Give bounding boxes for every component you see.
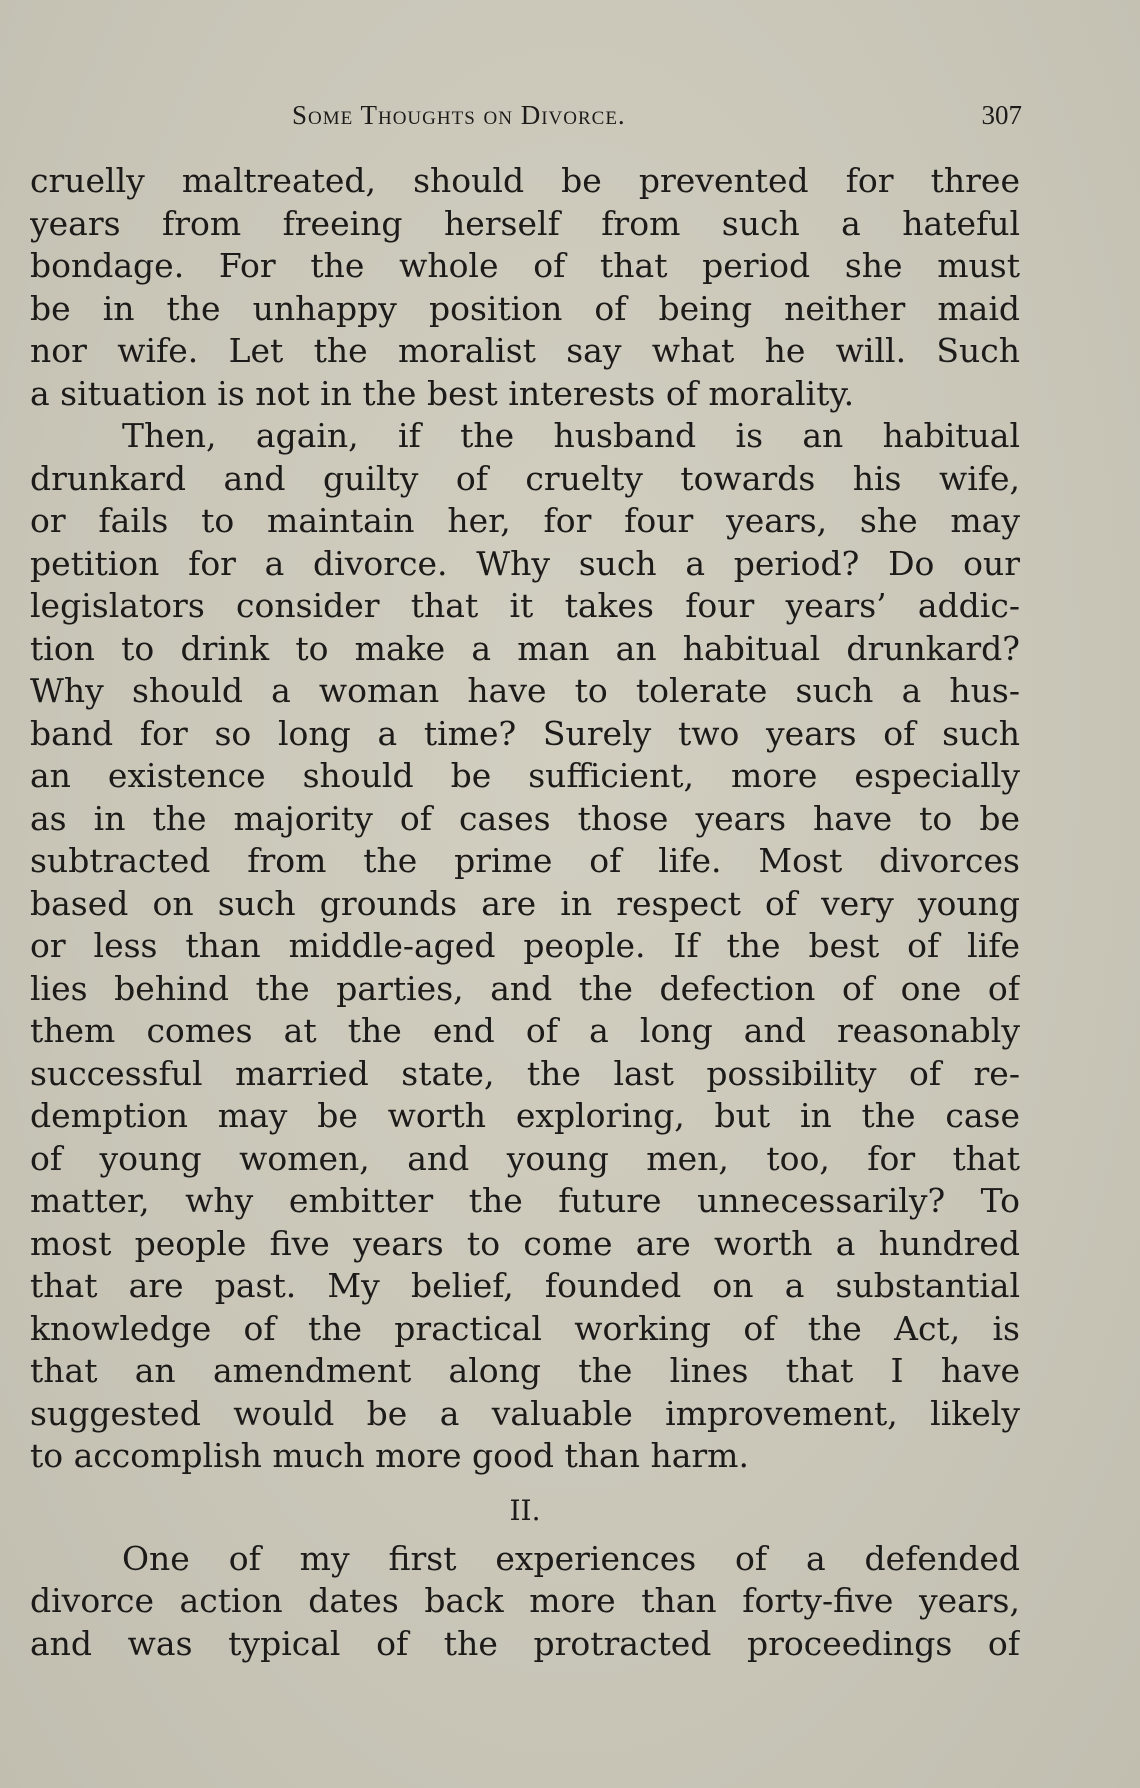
text-line: a situation is not in the best interests of morality. <box>30 373 855 413</box>
section-heading: II. <box>509 1493 541 1527</box>
paragraph-3 <box>30 1538 1020 1666</box>
text-line: legislators consider that it takes four years’ addic- <box>30 586 1020 625</box>
paragraph-1 <box>30 160 1020 415</box>
text-line: an existence should be sufficient, more especially <box>30 756 1020 795</box>
text-line: years from freeing herself from such a hateful <box>30 203 1020 243</box>
text-line: knowledge of the practical working of the Act, is <box>30 1308 1020 1348</box>
text-line: lies behind the parties, and the defection of one of <box>30 968 1020 1008</box>
text-line: subtracted from the prime of life. Most divorces <box>30 841 1020 880</box>
text-line: as in the majority of cases those years have to be <box>30 798 1020 838</box>
text-line: drunkard and guilty of cruelty towards his wife, <box>30 458 1020 498</box>
text-line: of young women, and young men, too, for that <box>30 1138 1020 1178</box>
text-line: or less than middle-aged people. If the best of life <box>30 926 1020 965</box>
text-line: Why should a woman have to tolerate such a hus- <box>30 671 1020 710</box>
text-line: bondage. For the whole of that period she must <box>30 246 1020 285</box>
text-line: petition for a divorce. Why such a period? Do our <box>30 543 1020 583</box>
text-line: cruelly maltreated, should be prevented for three <box>30 161 1020 200</box>
text-line: most people five years to come are worth a hundred <box>30 1223 1020 1263</box>
text-line: divorce action dates back more than forty-five years, <box>30 1581 1020 1620</box>
text-line: suggested would be a valuable improvement, likely <box>30 1393 1020 1433</box>
text-line: and was typical of the protracted proceedings of <box>30 1623 1020 1663</box>
paragraph-2 <box>30 415 1020 1478</box>
text-line: tion to drink to make a man an habitual drunkard? <box>30 628 1020 668</box>
text-line: be in the unhappy position of being neither maid <box>30 288 1020 328</box>
running-title: Some Thoughts on Divorce. <box>292 100 626 130</box>
text-line: or fails to maintain her, for four years, she may <box>30 501 1020 540</box>
text-line: that an amendment along the lines that I have <box>30 1351 1020 1390</box>
text-line: matter, why embitter the future unnecessarily? To <box>30 1181 1020 1220</box>
text-line: nor wife. Let the moralist say what he will. Such <box>30 331 1020 370</box>
page-number: 307 <box>981 100 1022 130</box>
text-line: demption may be worth exploring, but in the case <box>30 1096 1020 1135</box>
body-text <box>30 160 1020 1665</box>
text-line: Then, again, if the husband is an habitual <box>122 416 1020 455</box>
text-line: that are past. My belief, founded on a substantial <box>30 1266 1020 1305</box>
text-line: to accomplish much more good than harm. <box>30 1436 749 1475</box>
text-line: band for so long a time? Surely two years of such <box>30 713 1020 753</box>
text-line: One of my first experiences of a defended <box>122 1538 1020 1578</box>
text-line: successful married state, the last possibility of re- <box>30 1053 1020 1093</box>
text-line: based on such grounds are in respect of very young <box>30 883 1020 923</box>
page-header <box>30 100 1020 140</box>
text-line: them comes at the end of a long and reasonably <box>30 1011 1020 1050</box>
